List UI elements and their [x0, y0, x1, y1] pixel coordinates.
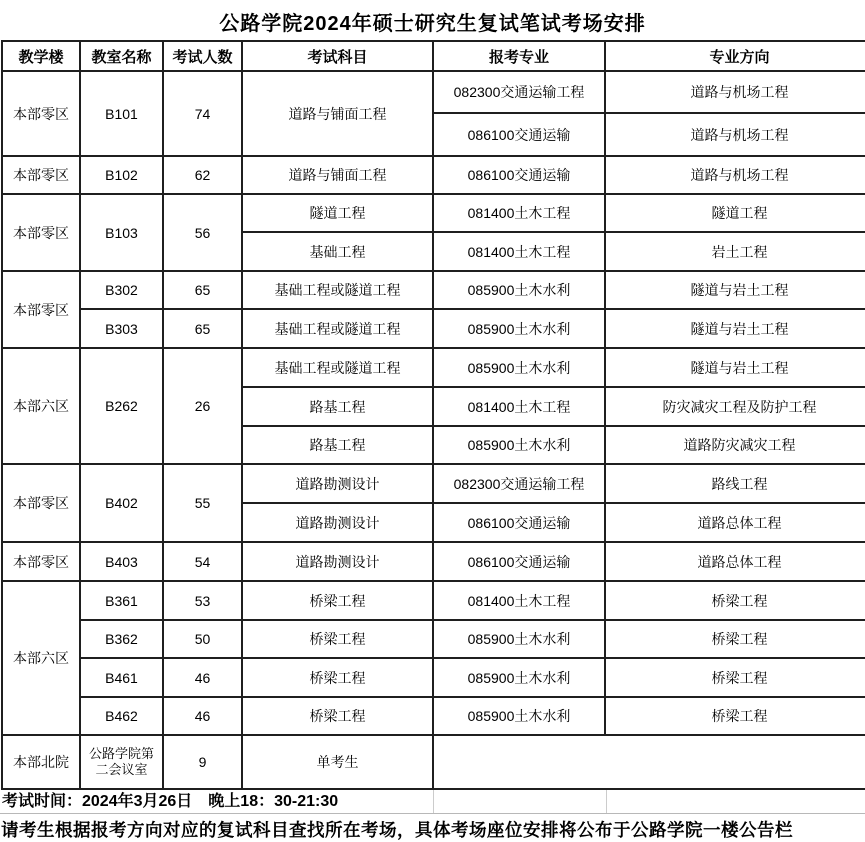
cell-subject: 单考生 [242, 735, 433, 789]
cell-major: 081400土木工程 [433, 387, 605, 426]
cell-major: 085900土木水利 [433, 426, 605, 464]
cell-major: 085900土木水利 [433, 309, 605, 348]
cell-major: 085900土木水利 [433, 658, 605, 697]
cell-direction: 桥梁工程 [605, 581, 865, 620]
cell-count: 55 [163, 464, 242, 542]
cell-count: 46 [163, 658, 242, 697]
table-row [2, 581, 865, 620]
cell-count: 65 [163, 309, 242, 348]
cell-major: 086100交通运输 [433, 503, 605, 542]
page-title: 公路学院2024年硕士研究生复试笔试考场安排 [219, 13, 646, 35]
cell-building: 本部六区 [2, 348, 80, 464]
cell-subject: 道路与铺面工程 [242, 71, 433, 156]
cell-major: 081400土木工程 [433, 232, 605, 271]
cell-major: 086100交通运输 [433, 542, 605, 581]
cell-building: 本部六区 [2, 581, 80, 735]
notice-text: 请考生根据报考方向对应的复试科目查找所在考场，具体考场座位安排将公布于公路学院一楼公告栏 [1, 820, 793, 840]
cell-count: 50 [163, 620, 242, 658]
cell-subject: 基础工程 [242, 232, 433, 271]
header-major: 报考专业 [433, 41, 605, 71]
cell-subject: 隧道工程 [242, 194, 433, 232]
cell-building: 本部零区 [2, 271, 80, 348]
header-room: 教室名称 [80, 41, 163, 71]
cell-direction: 道路与机场工程 [605, 71, 865, 113]
gridline [606, 790, 607, 813]
cell-room: 公路学院第二会议室 [80, 735, 163, 789]
cell-direction: 桥梁工程 [605, 658, 865, 697]
cell-subject: 基础工程或隧道工程 [242, 271, 433, 309]
gridline [433, 790, 434, 813]
cell-count: 62 [163, 156, 242, 194]
cell-count: 56 [163, 194, 242, 271]
cell-direction: 隧道与岩土工程 [605, 348, 865, 387]
header-count: 考试人数 [163, 41, 242, 71]
table-row [2, 348, 865, 387]
table-row [2, 309, 865, 348]
cell-major: 085900土木水利 [433, 620, 605, 658]
table-row [2, 71, 865, 113]
table-row [2, 464, 865, 503]
cell-room: B102 [80, 156, 163, 194]
exam-table-wrap [0, 40, 865, 790]
cell-room: B101 [80, 71, 163, 156]
cell-subject: 桥梁工程 [242, 581, 433, 620]
cell-count: 9 [163, 735, 242, 789]
cell-major: 086100交通运输 [433, 113, 605, 156]
cell-count: 54 [163, 542, 242, 581]
cell-count: 74 [163, 71, 242, 156]
cell-count: 53 [163, 581, 242, 620]
cell-subject: 桥梁工程 [242, 697, 433, 735]
cell-subject: 道路勘测设计 [242, 464, 433, 503]
table-row [2, 658, 865, 697]
cell-major: 086100交通运输 [433, 156, 605, 194]
cell-major: 085900土木水利 [433, 271, 605, 309]
cell-direction: 道路总体工程 [605, 503, 865, 542]
cell-direction: 桥梁工程 [605, 697, 865, 735]
cell-building: 本部零区 [2, 464, 80, 542]
cell-subject: 道路勘测设计 [242, 503, 433, 542]
exam-table [1, 40, 865, 790]
cell-subject: 路基工程 [242, 426, 433, 464]
header-building: 教学楼 [2, 41, 80, 71]
cell-major: 082300交通运输工程 [433, 464, 605, 503]
cell-room: B462 [80, 697, 163, 735]
table-row [2, 194, 865, 232]
cell-subject: 基础工程或隧道工程 [242, 309, 433, 348]
table-row [2, 156, 865, 194]
cell-room: B402 [80, 464, 163, 542]
exam-time-text: 考试时间：2024年3月26日 晚上18：30-21:30 [2, 793, 339, 810]
header-row [2, 41, 865, 71]
cell-room: B262 [80, 348, 163, 464]
cell-direction: 防灾减灾工程及防护工程 [605, 387, 865, 426]
cell-direction: 隧道与岩土工程 [605, 309, 865, 348]
cell-room: B461 [80, 658, 163, 697]
cell-room: B403 [80, 542, 163, 581]
cell-building: 本部北院 [2, 735, 80, 789]
cell-direction: 道路总体工程 [605, 542, 865, 581]
cell-subject: 桥梁工程 [242, 658, 433, 697]
cell-major: 085900土木水利 [433, 697, 605, 735]
cell-subject: 道路勘测设计 [242, 542, 433, 581]
cell-building: 本部零区 [2, 194, 80, 271]
table-row [2, 271, 865, 309]
exam-time-row [0, 790, 865, 814]
cell-room: B362 [80, 620, 163, 658]
cell-room: B302 [80, 271, 163, 309]
cell-direction: 路线工程 [605, 464, 865, 503]
cell-direction: 隧道工程 [605, 194, 865, 232]
cell-count: 26 [163, 348, 242, 464]
cell-direction: 道路与机场工程 [605, 113, 865, 156]
cell-count: 65 [163, 271, 242, 309]
cell-direction: 桥梁工程 [605, 620, 865, 658]
cell-major: 085900土木水利 [433, 348, 605, 387]
empty-cell [433, 735, 865, 789]
cell-count: 46 [163, 697, 242, 735]
table-row [2, 735, 865, 789]
header-subject: 考试科目 [242, 41, 433, 71]
cell-room: B361 [80, 581, 163, 620]
cell-subject: 路基工程 [242, 387, 433, 426]
table-row [2, 697, 865, 735]
table-row [2, 620, 865, 658]
cell-direction: 道路与机场工程 [605, 156, 865, 194]
header-direction: 专业方向 [605, 41, 865, 71]
cell-major: 081400土木工程 [433, 581, 605, 620]
cell-direction: 道路防灾减灾工程 [605, 426, 865, 464]
cell-room: B303 [80, 309, 163, 348]
cell-subject: 道路与铺面工程 [242, 156, 433, 194]
cell-direction: 隧道与岩土工程 [605, 271, 865, 309]
cell-major: 082300交通运输工程 [433, 71, 605, 113]
cell-room: B103 [80, 194, 163, 271]
cell-building: 本部零区 [2, 71, 80, 156]
cell-major: 081400土木工程 [433, 194, 605, 232]
cell-building: 本部零区 [2, 156, 80, 194]
cell-direction: 岩土工程 [605, 232, 865, 271]
cell-building: 本部零区 [2, 542, 80, 581]
table-row [2, 542, 865, 581]
cell-subject: 桥梁工程 [242, 620, 433, 658]
cell-subject: 基础工程或隧道工程 [242, 348, 433, 387]
